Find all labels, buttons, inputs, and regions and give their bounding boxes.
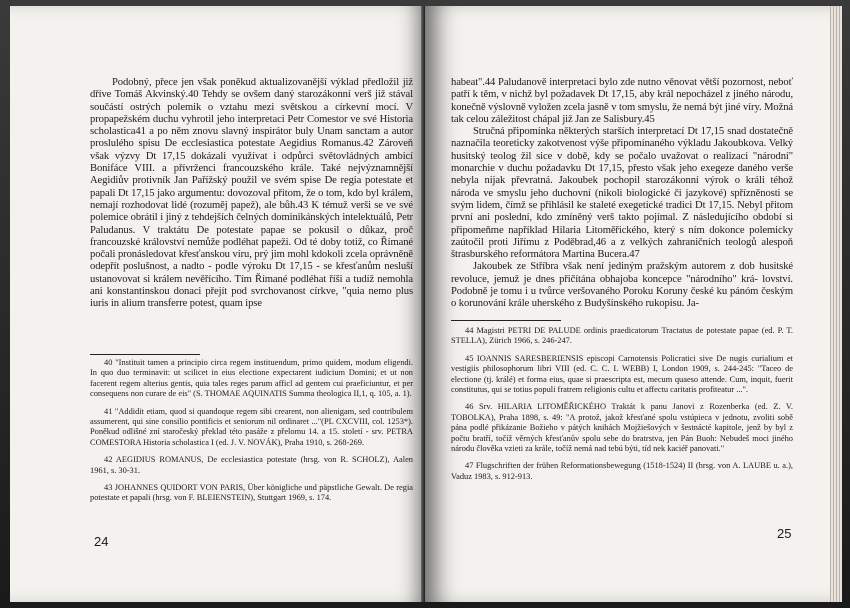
paragraph: Jakoubek ze Stříbra však není jediným pražským autorem z dob husitské revoluce, jemuž je dnes přičítána obhajoba koncepce "národního" krá- lovství. Podobně je tomu i u tvůrce veršovaného Poroku Koruny české ku pánóm českým o korunování krále uherského z Budyšínského rukopisu. Ja-	[451, 261, 793, 310]
footnote-rule	[451, 320, 561, 321]
right-body-text	[451, 77, 793, 311]
paragraph: Podobný, přece jen však poněkud aktualizovanější výklad předložil již dříve Tomáš Akvinský.40 Tehdy se ovšem daný starozákonní verš již stával součástí ostrých polemik o vztahu mezi světskou a církevní mocí. V propapežském duchu vyhrotil jeho interpretaci Petr Comestor ve své Historia scholastica41 a po něm znovu slavný inspirátor buly Unam sanctam a autor proslulého spisu De ecclesiastica potestate Aegidius Romanus.42 Zároveň však výzvy Dt 17,15 dokázali využívat i odpůrci světovládných ambicí Bonifáce VIII. a přívrženci francouzského krále. Také nejvýznamnější Aegidiův protivník Jan Pařížský použil ve svém spise De regia potestate et papali Dt 17,15 jako argumentu: dovozoval přitom, že o tom, kdo byl králem, nemají rozhodovat lidé (rozuměj papež), ale bůh.43 K témuž verši se ve své polemice obrátil i jiný z tehdejších čelných dominikánských intelektuálů, Petr Paludanus. V traktátu De potestate papae se pokusil o důkaz, proč francouzské království nemůže podléhat papeži. Od té doby totiž, co Římané počali pronásledovat křesťanskou víru, prý jim mohl kdokoli zcela oprávněně odepřít poslušnost, a nadto - podle výroku Dt 17,15 - se křesťanům nesluší ustanovovat si králem nevěřícího. Tím Římané podléhat říši a tudíž nemohla ani konstantinskou donaci přejít pod svrchovanost církve, "quia nemo plus iuris in alium transferre potest, quam ipse	[90, 77, 413, 310]
left-page	[10, 6, 425, 602]
page-edges	[830, 6, 842, 602]
footnote-47: 47 Flugschriften der frühen Reformationsbewegung (1518-1524) II (hrsg. von A. LAUBE u. a.), Vaduz 1983, s. 912-913.	[451, 461, 793, 481]
paragraph: Stručná připomínka některých starších interpretací Dt 17,15 snad dostatečně naznačila teoreticky zakotvenost výše připomínaného výkladu Jakoubkova. Velký husitský teolog žil sice v době, kdy se počalo uvažovat o realizaci "národní" monarchie v duchu požadavku Dt 17,15, přesto však jeho exegeze daného verše nebyla nijak převratná. Jakoubek pochopil starozákonní výrok o králi téhož národa ve smyslu jeho duchovní (nikoli biologické či jazykové) spřízněnosti se svým lidem, čímž se přihlásil ke staleté exegetické tradici Dt 17,15. Nebyl přitom první ani poslední, kdo zmíněný verš takto pojímal. Z následujícího období si připomeňme například Hilaria Litoměřického, který s ním dokonce polemicky zaútočil proti Jiřímu z Poděbrad,46 a z velkých zahraničních teologů alespoň štrasburského reformátora Martina Bucera.47	[451, 126, 793, 261]
footnote-43: 43 JOHANNES QUIDORT VON PARIS, Über königliche und päpstliche Gewalt. De regia potestate et papali (hrsg. von F. BLEIENSTEIN), Stuttgart 1969, s. 174.	[90, 483, 413, 503]
left-body-text	[90, 77, 413, 311]
footnote-44: 44 Magistri PETRI DE PALUDE ordinis praedicatorum Tractatus de potestate papae (ed. P. T. STELLA), Zürich 1966, s. 246-247.	[451, 326, 793, 346]
footnote-rule	[90, 354, 200, 355]
paragraph: habeat".44 Paludanově interpretaci bylo zde nutno věnovat větší pozornost, neboť patří k těm, v nichž byl požadavek Dt 17,15, aby král nepocházel z jiného národu, konečně výslovně vyložen zcela jasně v tom smyslu, že nemá být jiné víry. Možná tak celou záležitost chápal již Jan ze Salisbury.45	[451, 77, 793, 125]
footnote-42: 42 AEGIDIUS ROMANUS, De ecclesiastica potestate (hrsg. von R. SCHOLZ), Aalen 1961, s. 30-31.	[90, 455, 413, 475]
footnote-40: 40 "Instituit tamen a principio circa regem instituendum, primo quidem, modum eligendi. In quo duo terminavit: ut scilicet in eius electione expectarent iudicium Domini; et ut non facerent regem alterius gentis, quia tales reges parum afficl ad gentem cui praeficiuntur, et per consequens non curare de eis" (S. THOMAE AQUINATIS Summa theologica II,1, q. 105, a. 1).	[90, 358, 413, 399]
page-number: 24	[94, 534, 109, 549]
right-page	[425, 6, 840, 602]
right-footnotes	[451, 326, 793, 489]
page-number: 25	[777, 526, 792, 541]
footnote-45: 45 IOANNIS SARESBERIENSIS episcopi Carnotensis Policratici sive De nugis curialium et vestigiis philosophorum libri VIII (ed. C. C. I. WEBB) I, London 1909, s. 244-245: "Taceo de electione (tj. králé) et forma eius, quae si praescripta est, mecum quaeso attende. Cum, inquit, fuerit constitutus, qui se totius populi fratrem religionis cultu et affectu caritatis profiteatur ...".	[451, 353, 793, 395]
footnote-46: 46 Srv. HILARIA LITOMĚŘICKÉHO Traktát k panu Janovi z Rozenberka (ed. Z. V. TOBOLKA), Praha 1898, s. 49: "A protož, jakož křesťané spolu vstúpieca v jednotu, zvoliti sobě pána podlé přikázanie Božieho v pátých knihách Mojžiešových v šestnácté kapitole, jenž by byl z počtu bratří, točíž věrných křesťanův spolu sebe do bratrstva, jen Pán Buoh: Nebudeš moci jiného národu člověka vzieti za krále, točíž nemá nad tebú býti, tíd nek kaciéř panovati."	[451, 402, 793, 454]
footnote-41: 41 "Addidit etiam, quod si quandoque regem sibi crearent, non alienigam, sed contribulem assumerent, qui sine consilio pontificis et seniorum nil ordinaret ..."(PL CXCVIII, col. 1253*). Poněkud odlišné zní staročeský překlad této pasáže z přelomu 14. a 15. století - srv. PETRA COMESTORA Historia scholastica I (ed. J. V. NOVÁK), Praha 1910, s. 268-269.	[90, 406, 413, 447]
left-footnotes	[90, 358, 413, 511]
